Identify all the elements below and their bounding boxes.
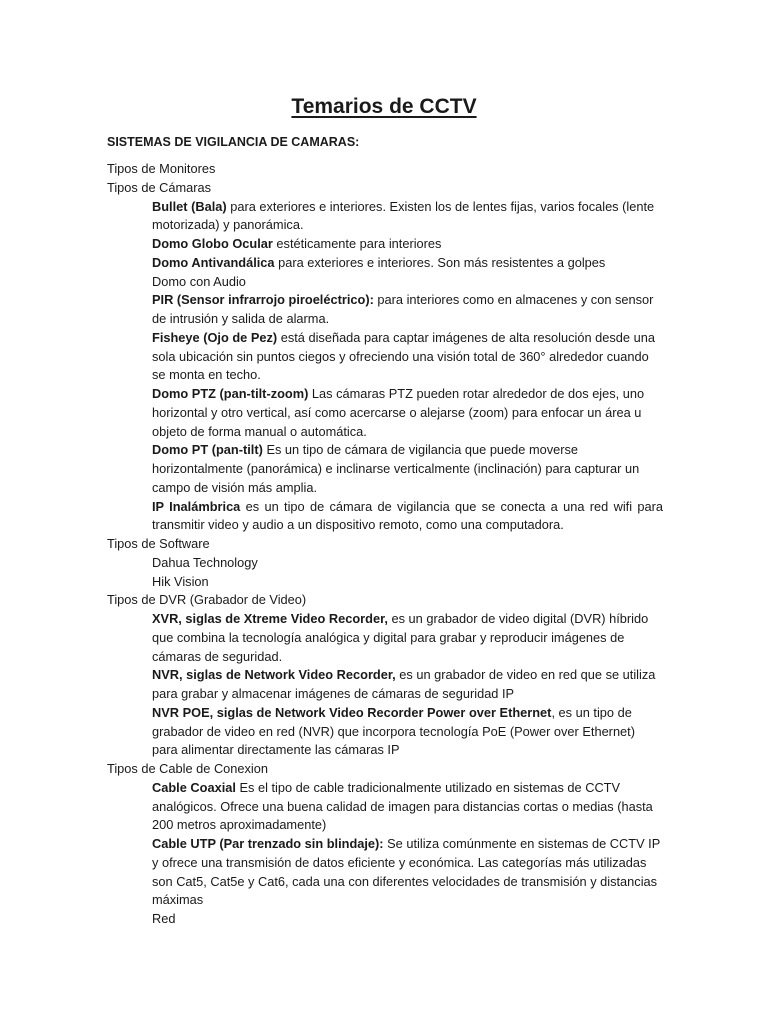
topic-group bbox=[107, 535, 663, 591]
item-text: Dahua Technology bbox=[152, 554, 258, 570]
topic-label: Tipos de DVR (Grabador de Video) bbox=[107, 592, 307, 608]
item-text: Es el tipo de cable tradicionalmente utilizado en sistemas de CCTV analógicos. Ofrece una buena calidad de imagen para distancias cortas o medias (hasta 200 metros aproximadamente) bbox=[152, 779, 653, 833]
list-item bbox=[152, 610, 663, 666]
topic-label: Tipos de Monitores bbox=[107, 161, 216, 176]
section-heading: SISTEMAS DE VIGILANCIA DE CAMARAS: bbox=[107, 135, 360, 149]
item-term: Domo PT (pan-tilt) bbox=[152, 442, 263, 458]
item-text: Hik Vision bbox=[152, 573, 209, 589]
list-item bbox=[152, 385, 663, 441]
topic-label: Tipos de Cable de Conexion bbox=[107, 761, 269, 776]
topic-group bbox=[107, 591, 663, 760]
item-text: para exteriores e interiores. Existen los de lentes fijas, varios focales (lente motorizada) y panorámica. bbox=[152, 198, 655, 233]
topic-label: Tipos de Cámaras bbox=[107, 179, 212, 195]
item-text: Red bbox=[152, 911, 176, 926]
item-term: Bullet (Bala) bbox=[152, 198, 227, 214]
item-text: Es un tipo de cámara de vigilancia que puede moverse horizontalmente (panorámica) e inclinarse verticalmente (inclinación) para capturar un campo de visión más amplia. bbox=[152, 442, 640, 495]
document-title: Temarios de CCTV bbox=[291, 95, 477, 118]
item-term: Cable Coaxial bbox=[152, 779, 236, 795]
list-item bbox=[152, 554, 663, 573]
item-text: Domo con Audio bbox=[152, 273, 246, 289]
item-text: estéticamente para interiores bbox=[272, 236, 442, 251]
topic-items bbox=[107, 610, 663, 760]
item-term: Fisheye (Ojo de Pez) bbox=[152, 329, 278, 345]
list-item bbox=[152, 666, 663, 704]
topic-items bbox=[107, 779, 663, 929]
item-term: NVR, siglas de Network Video Recorder, bbox=[152, 667, 396, 683]
item-text: es un grabador de video en red que se utiliza para grabar y almacenar imágenes de cámaras de seguridad IP bbox=[152, 667, 656, 701]
list-item bbox=[152, 198, 663, 236]
list-item bbox=[152, 441, 663, 497]
item-text: es un grabador de video digital (DVR) híbrido que combina la tecnología analógica y digital para grabar y reproducir imágenes de cámaras de seguridad. bbox=[152, 611, 649, 664]
item-term: PIR (Sensor infrarrojo piroeléctrico): bbox=[152, 292, 374, 308]
list-item bbox=[152, 779, 663, 835]
topic-items bbox=[107, 198, 663, 536]
topic-group bbox=[107, 160, 663, 179]
item-text: , es un tipo de grabador de video en red (NVR) que incorpora tecnología PoE (Power over Ethernet) para alimentar directamente las cámaras IP bbox=[152, 704, 635, 758]
item-term: IP Inalámbrica bbox=[152, 498, 241, 514]
topic-group bbox=[107, 760, 663, 929]
topic-group bbox=[107, 179, 663, 535]
item-text: Se utiliza comúnmente en sistemas de CCTV IP y ofrece una transmisión de datos eficiente y económica. Las categorías más utilizadas son Cat5, Cat5e y Cat6, cada una con diferentes velocidades de transmisión y distancias máximas bbox=[152, 836, 661, 908]
list-item bbox=[152, 498, 663, 536]
list-item bbox=[152, 254, 663, 273]
item-term: Domo Antivandálica bbox=[152, 254, 275, 270]
list-item bbox=[152, 291, 663, 329]
item-text: para exteriores e interiores. Son más resistentes a golpes bbox=[274, 254, 606, 270]
topic-label: Tipos de Software bbox=[107, 536, 210, 551]
list-item bbox=[152, 329, 663, 385]
list-item bbox=[152, 835, 663, 910]
list-item bbox=[152, 235, 663, 254]
item-text: para interiores como en almacenes y con sensor de intrusión y salida de alarma. bbox=[152, 292, 654, 326]
list-item bbox=[152, 704, 663, 760]
item-text: es un tipo de cámara de vigilancia que se conecta a una red wifi para transmitir video y audio a un dispositivo remoto, como una computadora. bbox=[152, 498, 663, 533]
item-term: Domo PTZ (pan-tilt-zoom) bbox=[152, 386, 309, 401]
item-term: Domo Globo Ocular bbox=[152, 236, 273, 251]
list-item bbox=[152, 573, 663, 592]
list-item bbox=[152, 273, 663, 292]
item-text: está diseñada para captar imágenes de alta resolución desde una sola ubicación sin puntos ciegos y ofreciendo una visión total de 360° alrededor cuando se monta en techo. bbox=[152, 329, 655, 383]
item-term: NVR POE, siglas de Network Video Recorder Power over Ethernet bbox=[152, 704, 552, 720]
item-term: XVR, siglas de Xtreme Video Recorder, bbox=[152, 611, 388, 626]
topic-items bbox=[107, 554, 663, 592]
list-item bbox=[152, 910, 663, 929]
item-text: Las cámaras PTZ pueden rotar alrededor de dos ejes, uno horizontal y otro vertical, así como acercarse o alejarse (zoom) para enfocar un área u objeto de forma manual o automática. bbox=[152, 386, 645, 439]
item-term: Cable UTP (Par trenzado sin blindaje): bbox=[152, 836, 384, 851]
document-body bbox=[107, 160, 663, 929]
